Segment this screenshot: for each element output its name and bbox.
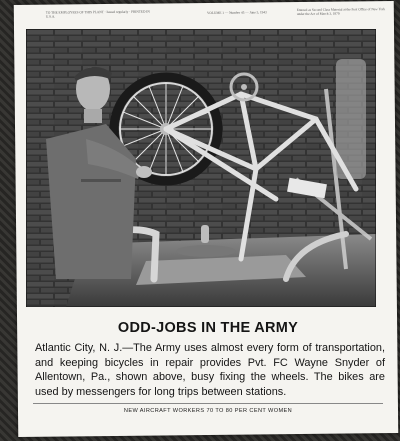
masthead-postal-notice: Entered as Second Class Material at the Post Office of New York under the Act of March 3, 1879 <box>296 7 386 17</box>
headline: ODD-JOBS IN THE ARMY <box>117 320 299 336</box>
footer-divider <box>33 403 383 404</box>
footer-banner: NEW AIRCRAFT WORKERS 70 TO 80 PER CENT WOMEN <box>123 408 293 414</box>
photo-illustration <box>26 29 376 307</box>
photo-caption: Atlantic City, N. J.—The Army uses almost every form of transportation, and keeping bicycles in repair provides Pvt. FC Wayne Snyder of Allentown, Pa., shown above, busy fixing the wheels. The bikes are used by messengers for long trips between stations. <box>35 342 385 398</box>
masthead-left-text: TO THE EMPLOYEES OF THIS PLANT · Issued regularly · PRINTED IN U.S.A. <box>45 9 150 19</box>
bicycle-repair-photo <box>26 29 376 307</box>
masthead-issue-line: VOLUME 1 — Number 45 — June 5, 1943 <box>206 10 267 15</box>
